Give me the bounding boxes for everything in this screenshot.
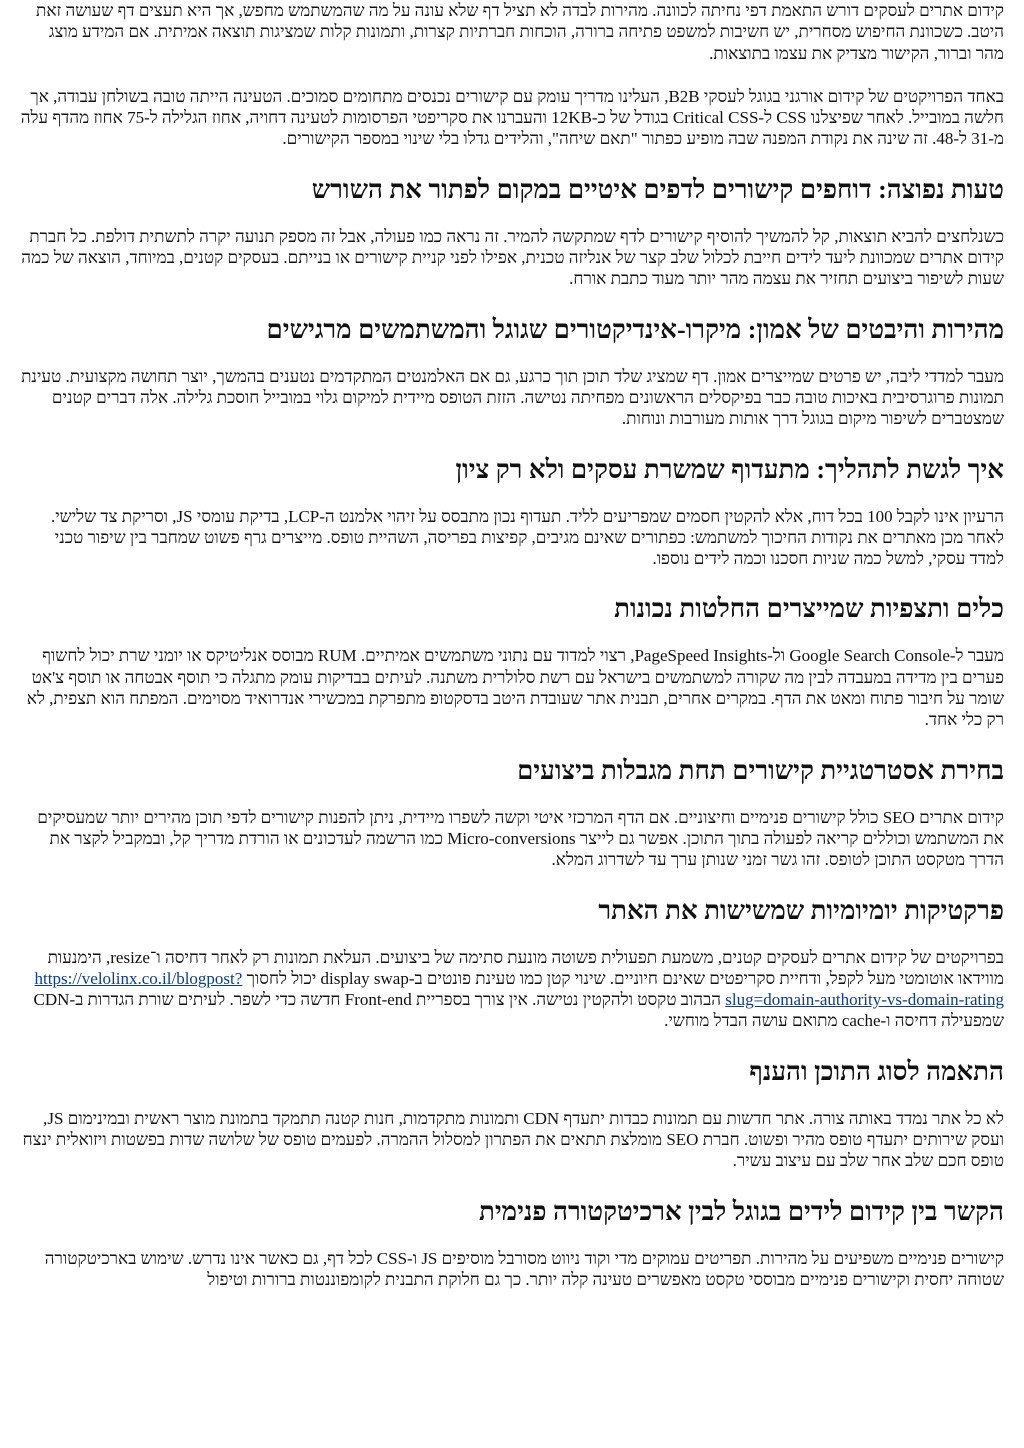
section-paragraph-3: הרעיון אינו לקבל 100 בכל דוח, אלא להקטין חסמים שמפריעים לליד. תעדוף נכון מתבסס על זיהוי אלמנט ה-LCP, בדיקת עומסי JS, וסריקת צד שלישי. לאחר מכן מאתרים את נקודות החיכוך למשתמש: כפתורים שאינם מגיבים, קפיצות בפריסה, השהיית טופס. מייצרים גרף פשוט שמחבר בין שיפור טכני למדד עסקי, למשל כמה שניות חסכנו וכמה לידים נוספו. <box>50 506 1004 569</box>
section-paragraph-4: מעבר ל-Google Search Console ול-PageSpeed Insights, רצוי למדוד עם נתוני משתמשים אמיתיים. RUM מבוסס אנליטיקס או יומני שרת יכול לחשוף פערים בין מדידה במעבדה לבין מה שקורה למשתמשים בישראל עם רשת סלולרית משתנה. לעיתים בבדיקות עומק מתגלה כי תוסף אבטחה או תוסף צ'אט שומר על חיבור פתוח ומאט את הדף. במקרים אחרים, תבנית אתר שעובדת היטב בדסקטופ מתפרקת במכשירי אנדרואיד מסוימים. המפתח הוא תצפית, לא רק כלי אחד. <box>26 646 1004 730</box>
section-paragraph-6 <box>20 947 1004 1032</box>
section-heading-3: איך לגשת לתהליך: מתעדוף שמשרת עסקים ולא רק ציון <box>455 454 1004 484</box>
intro-paragraph-2: באחד הפרויקטים של קידום אורגני בגוגל לעסקי B2B, העלינו מדריך עומק עם קישורים נכנסים מתחומים סמוכים. הטעינה הייתה טובה בשולחן עבודה, אך חלשה במובייל. לאחר שפיצלנו CSS ל-Critical CSS בגודל של כ-12KB והעברנו את סקריפטי הפרסומות לטעינה דחויה, אחוז הגלילה ל-75 אחוז מהדף עלה מ-31 ל-48. זה שינה את נקודת המפנה שבה מופיע כפתור "תאם שיחה", והלידים גדלו בלי שינוי במספר הקישורים. <box>20 86 1004 149</box>
section-heading-2: מהירות והיבטים של אמון: מיקרו-אינדיקטורים שגוגל והמשתמשים מרגישים <box>266 314 1004 344</box>
section-paragraph-2: מעבר למדדי ליבה, יש פרטים שמייצרים אמון. דף שמציג שלד תוכן תוך כרגע, גם אם האלמנטים המתקדמים נטענים בהמשך, יוצר תחושה מקצועית. טעינת תמונות פרוגרסיבית באיכות טובה כבר בפיקסלים הראשונים מפחיתה נטישה. הזזת הטופס מיידית למיקום גלוי במובייל חוסכת גלילה. אלה דברים קטנים שמצטברים לשיפור מיקום בגוגל דרך אותות מעורבות ונוחות. <box>21 366 1004 429</box>
section-paragraph-7: לא כל אתר נמדד באותה צורה. אתר חדשות עם תמונות כבדות יתעדף CDN ותמונות מתקדמות, חנות קטנה תתמקד בתמונת מוצר ראשית ובמינימום JS, ועסק שירותים יתעדף טופס מהיר ופשוט. חברת SEO מומלצת תתאים את הפתרון למסלול ההמרה. לפעמים טופס של שלושה שדות בפשטות ויזואלית ינצח טופס חכם שלב אחר שלב עם עיצוב עשיר. <box>22 1108 1004 1171</box>
section-heading-7: התאמה לסוג התוכן והענף <box>749 1056 1004 1086</box>
section-paragraph-8: קישורים פנימיים משפיעים על מהירות. תפריטים עמוקים מדי וקוד ניווט מסורבל מוסיפים JS ו-CSS לכל דף, גם כאשר אינו נדרש. שימוש בארכיטקטורה שטוחה יחסית וקישורים פנימיים מבוססי טקסט מאפשרים טעינה קלה יותר. כך גם חלוקת התבנית לקומפוננטות ברורות וטיפול <box>44 1248 1004 1289</box>
section-heading-1: טעות נפוצה: דוחפים קישורים לדפים איטיים במקום לפתור את השורש <box>311 174 1004 204</box>
section-heading-4: כלים ותצפיות שמייצרים החלטות נכונות <box>614 594 1004 624</box>
section-paragraph-5: קידום אתרים SEO כולל קישורים פנימיים וחיצוניים. אם הדף המרכזי איטי וקשה לשפרו מיידית, ניתן להפנות קישורים לדפי תוכן מהירים יותר שמעסיקים את המשתמש וכוללים קריאה לפעולה בתוך התוכן. אפשר גם לייצר Micro-conversions כמו הרשמה לעדכונים או הורדת מדריך קל, ובמקביל לקצר את הדרך מטקסט התוכן לטופס. זהו גשר זמני שנותן ערך עד לשדרוג המלא. <box>37 807 1004 870</box>
section-paragraph-1: כשנלחצים להביא תוצאות, קל להמשיך להוסיף קישורים לדף שמתקשה להמיר. זה נראה כמו פעולה, אבל זה מספק תנועה יקרה לתשתית דולפת. כל חברת קידום אתרים שמכוונת ליעד לידים חייבת לכלול שלב קצר של אנליזה טכנית, אפילו לפני קניית קישורים או בנייתם. בעסקים קטנים, במיוחד, הוצאה של כמה שעות לשיפור ביצועים תחזיר את עצמה מהר יותר מעוד כתבת אורח. <box>21 226 1004 289</box>
article-link[interactable]: https://velolinx.co.il/blogpost?slug=domain-authority-vs-domain-rating <box>34 968 1004 1010</box>
section-heading-6: פרקטיקות יומיומיות שמשישות את האתר <box>598 895 1004 925</box>
intro-paragraph-1: קידום אתרים לעסקים דורש התאמת דפי נחיתה לכוונה. מהירות לבדה לא תציל דף שלא עונה על מה שהמשתמש מחפש, אך היא תעצים דף שעושה זאת היטב. כשכוונת החיפוש מסחרית, יש חשיבות למשפט פתיחה ברורה, הוכחות חברתיות קצרות, ותמונות קלות שמציגות תוצאה אמיתית. אם המידע מוצג מהר וברור, הקישור מצדיק את עצמו בתוצאות. <box>35 1 1004 63</box>
section-heading-5: בחירת אסטרטגיית קישורים תחת מגבלות ביצועים <box>517 755 1004 785</box>
section-paragraph-6-before-link: בפרויקטים של קידום אתרים לעסקים קטנים, משמעת תפעולית פשוטה מונעת סתימה של ביצועים. העלאת תמונות רק לאחר דחיסה ו־resize, הימנעות מווידאו אוטומטי מעל לקפל, ודחיית סקריפטים שאינם חיוניים. שינוי קטן כמו טעינת פונטים ב-display swap יכול לחסוך <box>47 947 1004 988</box>
article-page <box>10 0 1014 1448</box>
section-paragraph-6-after-link: הבהוב טקסט ולהקטין נטישה. אין צורך בספריית Front-end חדשה כדי לשפר. לעיתים שורת הגדרות ב-CDN שמפעילה דחיסה ו-cache מתואם עושה הבדל מוחשי. <box>33 990 1004 1031</box>
section-heading-8: הקשר בין קידום לידים בגוגל לבין ארכיטקטורה פנימית <box>478 1196 1004 1226</box>
